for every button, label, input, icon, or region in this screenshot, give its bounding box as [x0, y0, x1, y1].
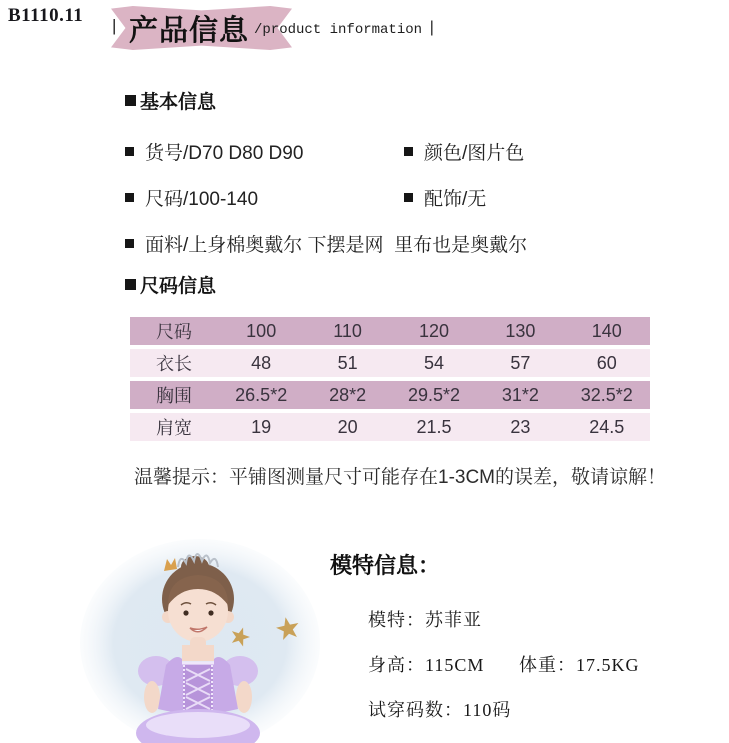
- banner-title: 产品信息: [129, 15, 250, 47]
- info-item-fabric: [125, 230, 527, 257]
- table-row: [130, 349, 650, 377]
- table-row: [130, 317, 650, 345]
- table-cell: 100: [246, 320, 277, 341]
- banner-left-bar: |: [112, 16, 117, 35]
- table-cell: 肩宽: [156, 418, 192, 438]
- table-cell: 110: [333, 320, 362, 341]
- table-cell: 51: [337, 352, 358, 373]
- model-fit-size: 试穿码数：110码: [368, 700, 512, 720]
- info-item-fabric-label: 面料/上身棉奥戴尔 下摆是网 里布也是奥戴尔: [145, 235, 528, 256]
- info-item-color-label: 颜色/图片色: [424, 143, 525, 164]
- size-info-heading-label: 尺码信息: [140, 276, 217, 297]
- info-item-sku-label: 货号/D70 D80 D90: [145, 143, 304, 164]
- square-bullet-icon: [404, 193, 413, 202]
- square-bullet-icon: [125, 279, 136, 290]
- table-cell: 130: [505, 320, 536, 341]
- table-cell: 19: [251, 416, 272, 437]
- table-row: [130, 413, 650, 441]
- table-cell: 24.5: [589, 416, 625, 437]
- basic-info-heading-label: 基本信息: [140, 92, 217, 113]
- info-item-size: [125, 184, 258, 211]
- product-code: B1110.11: [8, 5, 84, 26]
- banner-subtitle: /product information: [254, 22, 423, 38]
- table-cell: 31*2: [501, 384, 539, 405]
- table-cell: 32.5*2: [580, 384, 633, 405]
- banner-right-bar: |: [427, 19, 437, 37]
- table-cell: 26.5*2: [235, 384, 288, 405]
- square-bullet-icon: [125, 95, 136, 106]
- model-height: 身高：115CM: [368, 655, 485, 675]
- info-item-sku: [125, 138, 303, 165]
- table-row: [130, 381, 650, 409]
- info-item-accessory-label: 配饰/无: [424, 189, 487, 210]
- size-info-heading: [125, 271, 216, 298]
- table-cell: 23: [510, 416, 531, 437]
- table-cell: 胸围: [156, 386, 192, 406]
- table-cell: 48: [251, 352, 272, 373]
- table-cell: 57: [510, 352, 531, 373]
- basic-info-heading: [125, 87, 216, 114]
- square-bullet-icon: [125, 147, 134, 156]
- info-item-color: [404, 138, 524, 165]
- model-weight: 体重：17.5KG: [519, 655, 640, 675]
- square-bullet-icon: [125, 239, 134, 248]
- model-info-heading: 模特信息：: [330, 553, 441, 578]
- measurement-tip: 温馨提示：平铺图测量尺寸可能存在1-3CM的误差，敬请谅解！: [134, 467, 667, 488]
- table-cell: 54: [423, 352, 444, 373]
- table-cell: 60: [596, 352, 617, 373]
- table-cell: 140: [591, 320, 622, 341]
- table-cell: 衣长: [156, 354, 192, 374]
- table-cell: 尺码: [156, 322, 192, 342]
- info-item-accessory: [404, 184, 486, 211]
- table-cell: 21.5: [416, 416, 452, 437]
- square-bullet-icon: [404, 147, 413, 156]
- table-cell: 20: [337, 416, 358, 437]
- square-bullet-icon: [125, 193, 134, 202]
- table-cell: 29.5*2: [407, 384, 460, 405]
- model-name: 模特：苏菲亚: [368, 610, 482, 630]
- table-cell: 28*2: [329, 384, 367, 405]
- info-item-size-label: 尺码/100-140: [145, 189, 259, 210]
- model-photo: [80, 537, 320, 743]
- table-cell: 120: [418, 320, 449, 341]
- size-table: [130, 317, 650, 441]
